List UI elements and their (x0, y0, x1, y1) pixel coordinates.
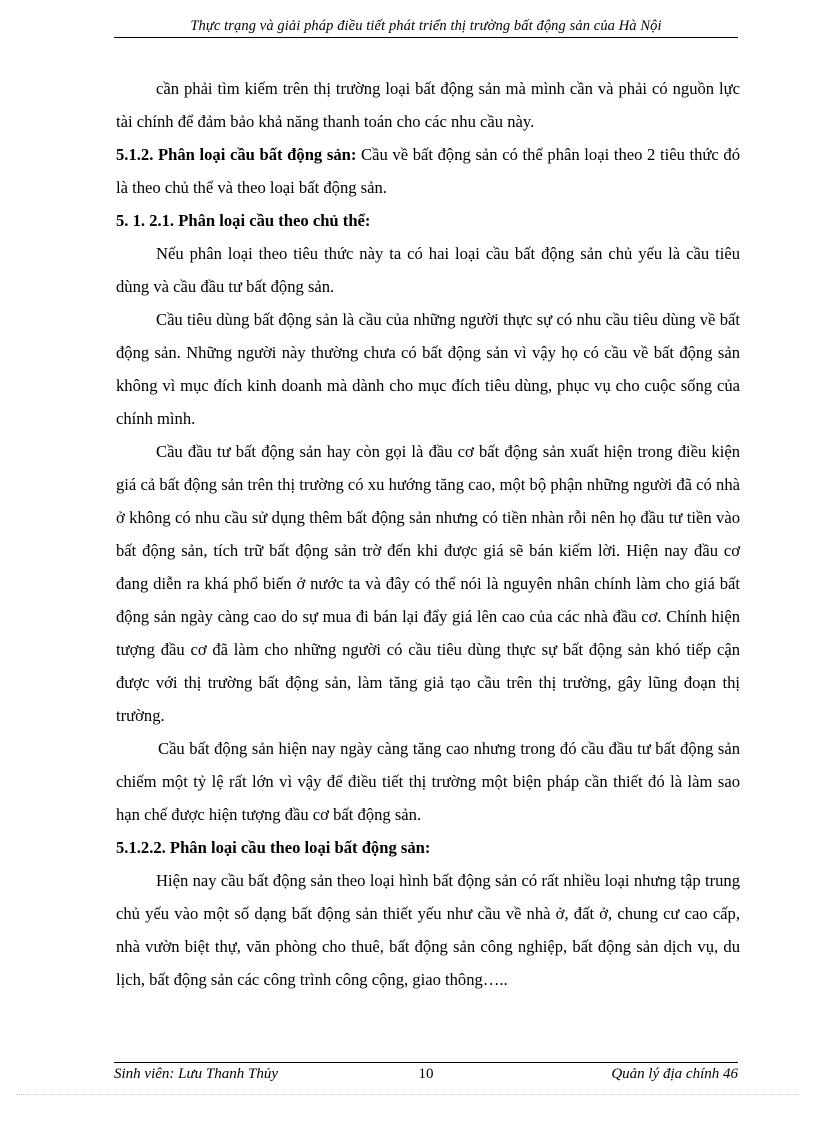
footer-class: Quản lý địa chính 46 (611, 1066, 738, 1082)
header-rule (114, 37, 738, 38)
section-5-1-2-heading: 5.1.2. Phân loại cầu bất động sản: (116, 145, 357, 164)
paragraph-continuation: cần phải tìm kiếm trên thị trường loại bất động sản mà mình cần và phải có nguồn lực tài chính để đảm bảo khả năng thanh toán cho các nhu cầu này. (116, 79, 740, 131)
section-5-1-2 (116, 138, 740, 204)
section-5-1-2-text: Cầu về bất động sản có thể phân loại theo 2 tiêu thức đó là theo chủ thể và theo loại bất động sản. (116, 145, 741, 197)
page-body (116, 72, 740, 996)
section-5-1-2-1-heading: 5. 1. 2.1. Phân loại cầu theo chủ thể: (116, 211, 371, 230)
footer-student: Sinh viên: Lưu Thanh Thủy (114, 1066, 279, 1082)
paragraph-consumer-demand: Cầu tiêu dùng bất động sản là cầu của những người thực sự có nhu cầu tiêu dùng về bất động sản. Những người này thường chưa có bất động sản vì vậy họ có cầu về bất động sản không vì mục đích kinh doanh mà dành cho mục đích tiêu dùng, phục vụ cho cuộc sống của chính mình. (116, 310, 740, 428)
running-header: Thực trạng và giải pháp điều tiết phát triển thị trường bất động sản của Hà Nội (190, 18, 662, 34)
paragraph-speculation: Cầu bất động sản hiện nay ngày càng tăng cao nhưng trong đó cầu đầu tư bất động sản chiếm một tỷ lệ rất lớn vì vậy để điều tiết thị trường một biện pháp cần thiết đó là làm sao hạn chế được hiện tượng đầu cơ bất động sản. (116, 739, 740, 824)
page-bottom-edge (16, 1094, 800, 1095)
page-footer (114, 1066, 738, 1086)
paragraph-two-types: Nếu phân loại theo tiêu thức này ta có hai loại cầu bất động sản chủ yếu là cầu tiêu dùng và cầu đầu tư bất động sản. (116, 244, 740, 296)
section-5-1-2-2-heading: 5.1.2.2. Phân loại cầu theo loại bất động sản: (116, 838, 431, 857)
footer-page-number: 10 (418, 1066, 434, 1082)
paragraph-investment-demand: Cầu đầu tư bất động sản hay còn gọi là đầu cơ bất động sản xuất hiện trong điều kiện giá cả bất động sản trên thị trường có xu hướng tăng cao, một bộ phận những người đã có nhà ở không có nhu cầu sử dụng thêm bất động sản nhưng có tiền nhàn rỗi nên họ đầu tư tiền vào bất động sản, tích trữ bất động sản trờ đến khi được giá sẽ bán kiếm lời. Hiện nay đầu cơ đang diễn ra khá phổ biến ở nước ta và đây có thể nói là nguyên nhân chính làm cho giá bất động sản ngày càng cao do sự mua đi bán lại đẩy giá lên cao của các nhà đầu cơ. Chính hiện tượng đầu cơ đã làm cho những người có cầu tiêu dùng thực sự bất động sản khó tiếp cận được với thị trường bất động sản, làm tăng giả tạo cầu trên thị trường, gây lũng đoạn thị trường. (116, 442, 740, 725)
paragraph-property-types: Hiện nay cầu bất động sản theo loại hình bất động sản có rất nhiều loại nhưng tập trung chủ yếu vào một số dạng bất động sản thiết yếu như cầu về nhà ở, đất ở, chung cư cao cấp, nhà vườn biệt thự, văn phòng cho thuê, bất động sản công nghiệp, bất động sản dịch vụ, du lịch, bất động sản các công trình công cộng, giao thông….. (116, 871, 740, 989)
footer-rule (114, 1062, 738, 1063)
